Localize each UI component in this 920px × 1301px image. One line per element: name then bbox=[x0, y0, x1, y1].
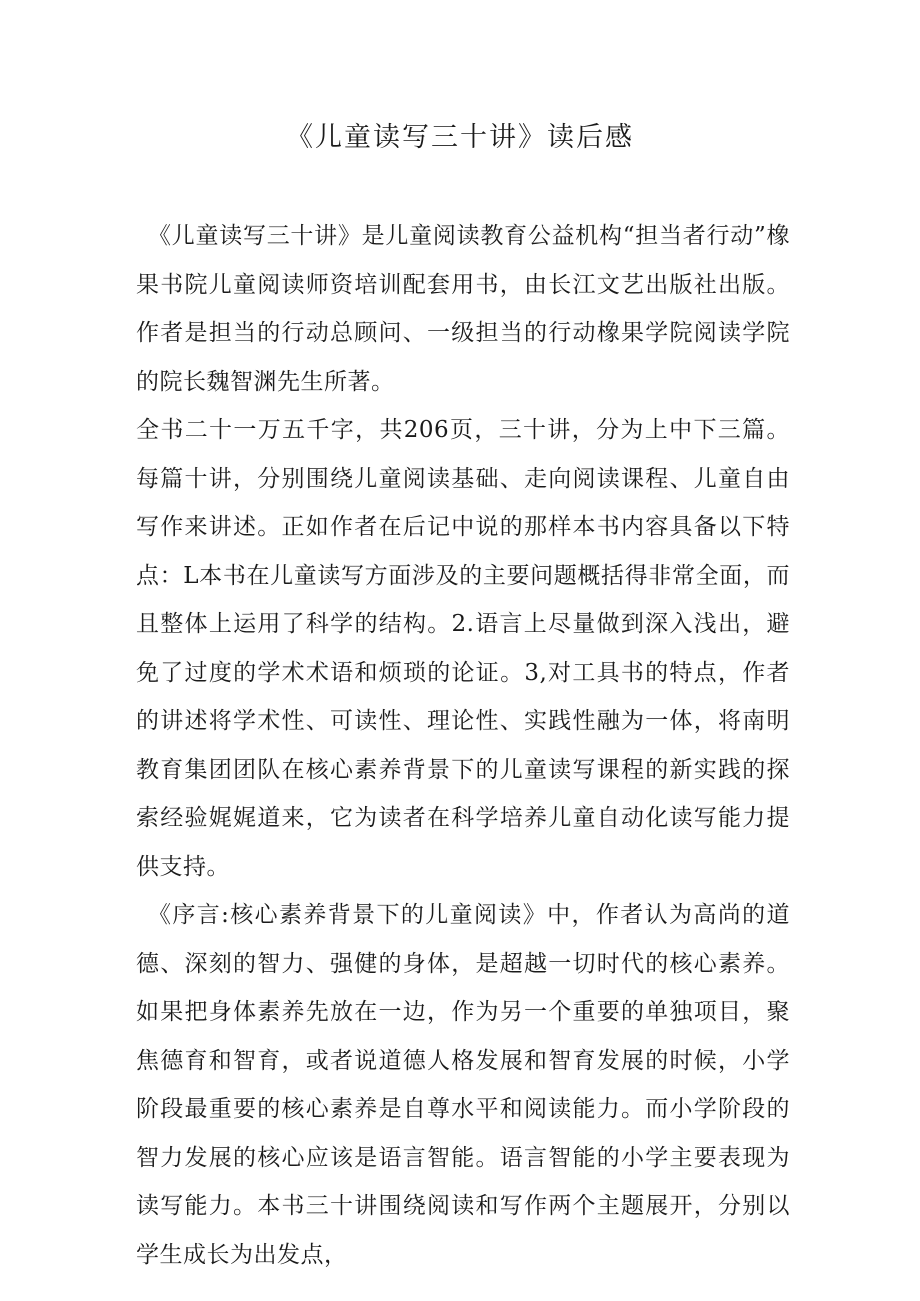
document-title: 《儿童读写三十讲》读后感 bbox=[286, 122, 634, 153]
document-body bbox=[136, 212, 790, 1279]
paragraph-preface: 《序言:核心素养背景下的儿童阅读》中，作者认为高尚的道德、深刻的智力、强健的身体，是超越一切时代的核心素养。如果把身体素养先放在一边，作为另一个重要的单独项目，聚焦德育和智育，或者说道德人格发展和智育发展的时候，小学阶段最重要的核心素养是自尊水平和阅读能力。而小学阶段的智力发展的核心应该是语言智能。语言智能的小学主要表现为读写能力。本书三十讲围绕阅读和写作两个主题展开，分别以学生成长为出发点， bbox=[136, 902, 790, 1268]
paragraph-intro: 《儿童读写三十讲》是儿童阅读教育公益机构“担当者行动”橡果书院儿童阅读师资培训配套用书，由长江文艺出版社出版。作者是担当的行动总顾问、一级担当的行动橡果学院阅读学院的院长魏智渊先生所著。 bbox=[136, 223, 790, 395]
paragraph-features: 全书二十一万五千字，共206页，三十讲，分为上中下三篇。每篇十讲，分别围绕儿童阅读基础、走向阅读课程、儿童自由写作来讲述。正如作者在后记中说的那样本书内容具备以下特点：L本书在儿童读写方面涉及的主要问题概括得非常全面，而且整体上运用了科学的结构。2.语言上尽量做到深入浅出，避免了过度的学术术语和烦琐的论证。3,对工具书的特点，作者的讲述将学术性、可读性、理论性、实践性融为一体，将南明教育集团团队在核心素养背景下的儿童读写课程的新实践的探索经验娓娓道来，它为读者在科学培养儿童自动化读写能力提供支持。 bbox=[136, 417, 790, 880]
